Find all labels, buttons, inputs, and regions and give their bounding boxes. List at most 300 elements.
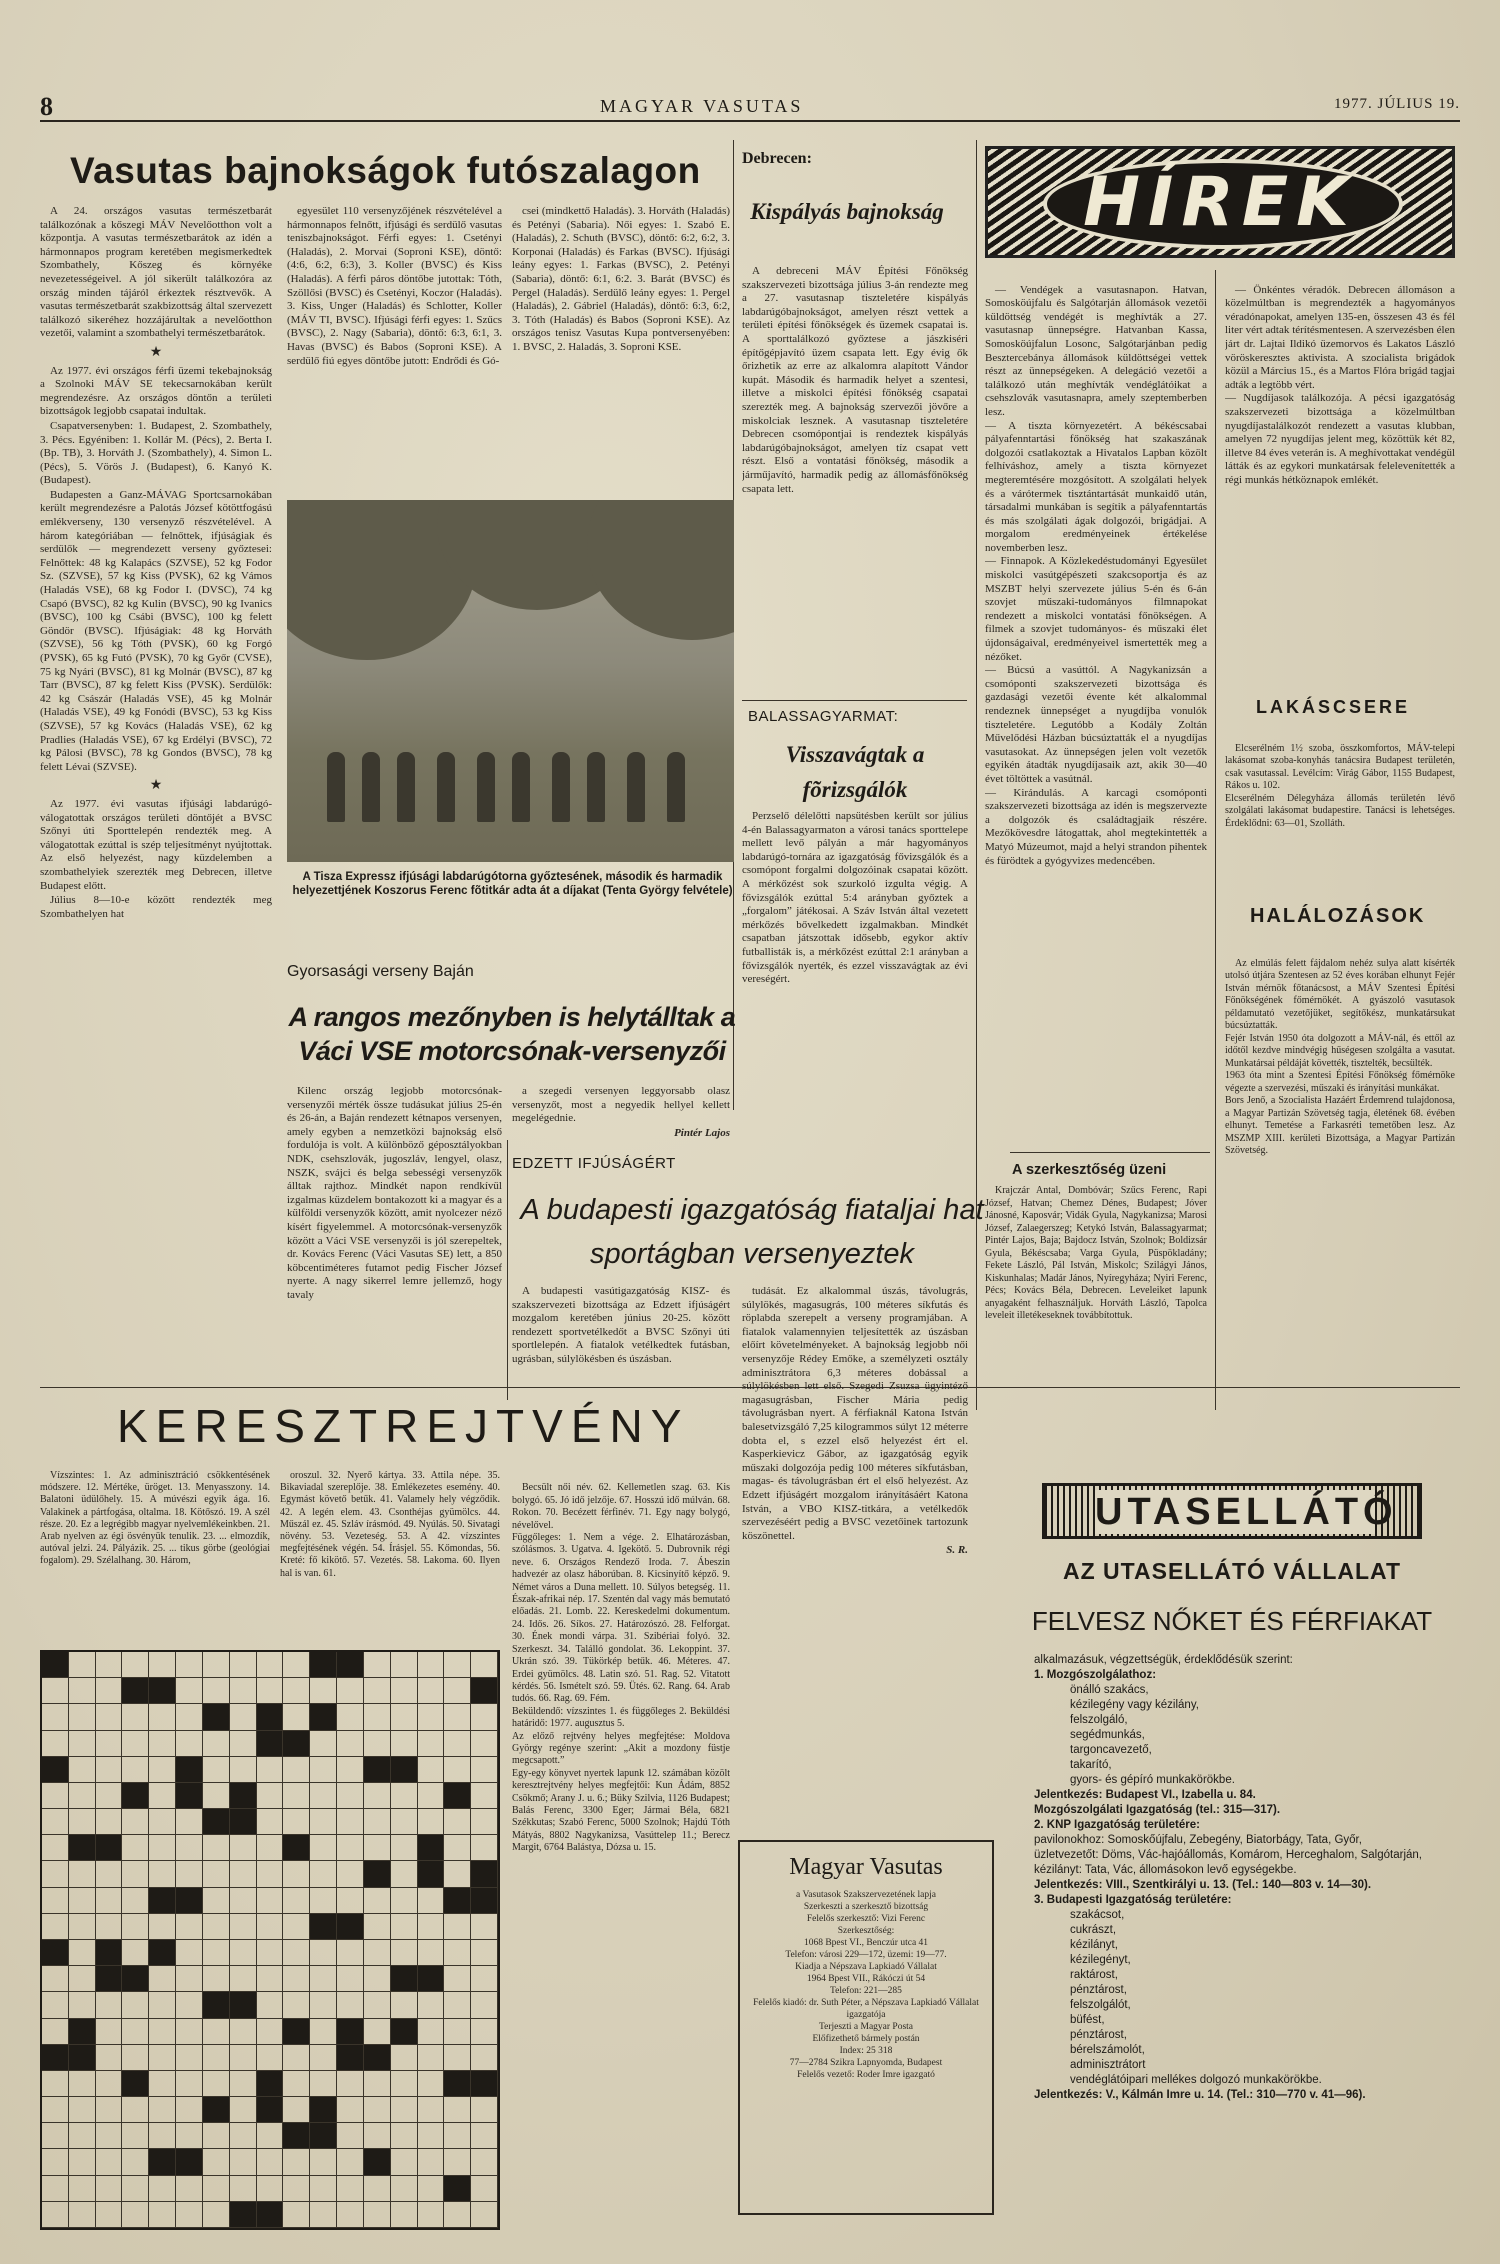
news-items: — Vendégek a vasutasnapon. Hatvan, Somosköújfalu és Salgótarján állomások vezetői küldöttség vendégét is meghívták a 27. vasutasnap ünnepségre. Hatvanban Kassa, Somosköújfalun Losonc, Salgótarjánban pedig Besztercebánya állomások küldöttségei vettek részt az ünnepségeken. A delegáció vezetői a találkozó után meghívták vendéglátóikat a csehszlovák vasutasnapra, amely szeptemberben lesz. — A tiszta környezetért. A békéscsabai pályafenntartási főnökség hat szakaszának dolgozói csatlakoztak a Hivatalos Lapban közölt felhíváshoz, amely a tiszta környezet megteremtésére mozgósított. A szolgálati helyek és a várótermek tisztántartását munkaidő után, társadalmi munkában is segítik a pályafenntartás és más szolgálati ágak dolgozói, brigádjai. A morgalom eredményeinek értékelése novemberben lesz. — Finnapok. A Közlekedéstudományi Egyesület miskolci vasútgépészeti szakcsoportja és az MSZBT helyi szervezete július 5-én és 6-án szovjet műszaki-tudományos filmnapokat rendezett a miskolci vontatási főnökségen. A filmek a szovjet tudományos- és műszaki élet újdonságaival, eredményeivel ismertették meg a nézőket. — Búcsú a vasúttól. A Nagykanizsán a csomóponti szakszervezeti bizottsága és gazdasági vezetői évente két alkalommal rendeznek ünnepséget a nyugdíjba vonulók tiszteletére. Legutóbb a Kodály Zoltán Művelődési Házban búcsúztatták el a nyugdíjas vasutasokat. Az ünnepségen jelen volt vezetők egyikén átadták nyugdíjasaik azt, akik 30—40 évet töltöttek a vasútnál. — Kirándulás. A karcagi csomóponti szakszervezeti bizottsága az idén is megszervezte a dolgozók és családtagjaik részére. Mezőkövesdre látogattak, ahol megtekintették a Matyó Múzeumot, majd a helyi strandon pihentek és fürödtek a gyógyvizes medencében. [985,283,1207,867]
photo-caption: A Tisza Expressz ifjúsági labdarúgótorna győztesének, második és harmadik helyezettjének Koszorus Ferenc fõtitkár adta át a díjakat (Tenta György felvétele) [292,871,733,897]
crossword-cell [257,1940,284,1966]
crossword-cell [69,2149,96,2175]
ad-line: 3. Budapesti Igazgatóság területére: [1034,1894,1232,1906]
paragraph: Csapatversenyben: 1. Budapest, 2. Szombathely, 3. Pécs. Egyéniben: 1. Kollár M. (Pécs), 2. Berta I. (Bp. TB), 3. Horváth J. (Szombathely), 4. Simon L. (Pécs), 5. Vörös J. (Budapest), 6. Kanyó K. (Budapest). [40,419,272,487]
crossword-cell [203,2123,230,2149]
crossword-cell [122,2045,149,2071]
ad-line: 1. Mozgószolgálathoz: [1034,1669,1157,1681]
ad-line: cukrászt, [1070,1924,1117,1936]
crossword-cell [364,2019,391,2045]
crossword-cell [203,1757,230,1783]
crossword-cell [283,2045,310,2071]
classified-text: Elcserélném 1½ szoba, összkomfortos, MÁV-telepi lakásomat szoba-konyhás tanácsira Budapest területén, csak vasutassal. Levélcím: Virág Gábor, 1155 Budapest, Rákos u. 102. Elcserélném Délegyháza állomás területén lévő szolgálati lakásomat budapestire. Tanácsi is lehetséges. Érdeklődni: 63—01, Szolláth. [1225,742,1455,829]
crossword-cell [444,2149,471,2175]
crossword-cell [69,1678,96,1704]
crossword-cell [122,2202,149,2228]
ad-line: vendéglátóipari mellékes dolgozó munkakörökbe. [1070,2074,1322,2086]
crossword-cell [444,1783,471,1809]
clues: Becsült női név. 62. Kellemetlen szag. 63. Kis bolygó. 65. Jó idő jelzője. 67. Hosszú idő múlván. 68. Rokon. 70. Becézett férfinév. 71. Egy nagy bolygó, névelővel. Függőleges: 1. Nem a vége. 2. Elhatározásban, szólásmos. 3. Ugatva. 4. Igekötő. 5. Dubrovnik régi neve. 6. Országos Rendező Iroda. 7. Ábeszin hadvezér az olasz háborúban. 8. Kicsinyítő képző. 9. Német város a Duna mellett. 10. Súlyos betegség. 11. Észak-afrikai nép. 17. Szentén dal vagy más bemutató előadás. 21. Lomb. 22. Kereskedelmi dokumentum. 24. Idős. 26. Síkos. 27. Határozószó. 28. Felforgat. 30. Ének mondi várpa. 31. Szibériai folyó. 32. Szerkeszt. 34. Találló gondolat. 36. Lekoppint. 37. Ukrán szó. 39. Tükörkép betűk. 46. Méteres. 47. Erdei gyümölcs. 48. Latin szó. 51. Rag. 52. Vitatott kérdés. 56. Ismételt szó. 59. Ütés. 62. Rang. 64. Arab tudós. 66. Rag. 69. Fém. Beküldendő: vízszintes 1. és függőleges 2. Beküldési határidő: 1977. augusztus 5. Az előző rejtvény helyes megfejtése: Moldova György regénye szerint: „Akit a mozdony füstje megcsapott.” Egy-egy könyvet nyertek lapunk 12. számában közölt keresztrejtvény helyes megfejtői: Kun Ádám, 8852 Csökmő; Arany J. u. 6.; Büky Szilvia, 1126 Budapest; Balás Ferenc, 3300 Eger; Jármai Béla, 6821 Székkutas; Szabó Ferenc, 5000 Szolnok; Hajdú Tóth Mátyás, 8802 Nagykanizsa, Vasúttelep 11.; Berecz Margit, 6764 Balástya, Dózsa u. 15. [512,1482,730,1854]
crossword-cell [176,2097,203,2123]
crossword-cell [471,2176,498,2202]
ad-line: pénztárost, [1070,1984,1127,1996]
ad-line: Jelentkezés: V., Kálmán Imre u. 14. (Tel.: 310—770 v. 41—96). [1034,2089,1366,2101]
crossword-cell [230,1940,257,1966]
crossword-cell [283,1888,310,1914]
crossword-cell [257,1835,284,1861]
crossword-cell [364,1652,391,1678]
crossword-cell [96,2071,123,2097]
crossword-cell [444,1992,471,2018]
crossword-cell [69,2071,96,2097]
crossword-cell [69,2045,96,2071]
crossword-cell [283,2202,310,2228]
crossword-cell [42,1888,69,1914]
crossword-cell [230,2123,257,2149]
crossword-cell [69,1888,96,1914]
crossword-cell [364,1678,391,1704]
byline: S. R. [946,1544,968,1557]
crossword-cell [176,1835,203,1861]
crossword-cell [69,1731,96,1757]
crossword-cell [203,1835,230,1861]
section-divider [742,700,967,701]
article-budapesti-column-2 [742,1285,968,1805]
crossword-cell [257,2202,284,2228]
imprint-title: Magyar Vasutas [789,1854,943,1880]
crossword-cell [149,1783,176,1809]
crossword-cell [257,1992,284,2018]
crossword-cell [310,1731,337,1757]
crossword-cell [444,2202,471,2228]
issue-date: 1977. JÚLIUS 19. [1333,96,1460,112]
crossword-cell [42,1992,69,2018]
crossword-cell [364,1835,391,1861]
crossword-cell [444,1835,471,1861]
crossword-cell [96,1992,123,2018]
crossword-cell [391,1966,418,1992]
crossword-cell [471,1652,498,1678]
crossword-cell [391,2097,418,2123]
crossword-cell [96,2019,123,2045]
crossword-cell [418,1809,445,1835]
crossword-cell [96,2202,123,2228]
crossword-cell [471,1966,498,1992]
crossword-cell [203,2071,230,2097]
crossword-cell [122,1940,149,1966]
crossword-cell [149,2045,176,2071]
crossword-cell [444,1731,471,1757]
paragraph: a szegedi versenyen leggyorsabb olasz versenyzőt, most a negyedik hellyel kellett megelégednie. [512,1085,730,1125]
crossword-cell [444,1914,471,1940]
crossword-cell [337,1861,364,1887]
ad-line: felszolgáló, [1070,1714,1128,1726]
ad-line: alkalmazásuk, végzettségük, érdeklődésük szerint: [1034,1654,1293,1666]
crossword-cell [257,1652,284,1678]
clues: oroszul. 32. Nyerő kártya. 33. Attila népe. 35. Bikaviadal szereplője. 38. Emlékezetes esemény. 40. Egymást követő betűk. 41. Valamely hely végződik. 42. A legén elem. 43. Csonthéjas gyümölcs. 44. Műszál ez. 45. Szláv írásmód. 49. Nyúlás. 50. Sivatagi növény. 53. Vezeteség. 53. A 42. vízszintes megfejtésének végén. 54. Írásjel. 55. Kőmondas, 56. Kreté: fő kikötő. 57. Vezetés. 58. Lakoma. 60. Ilyen hal is van. 61. [280,1470,500,1579]
crossword-cell [230,1914,257,1940]
article-kicker: Debrecen: [742,150,812,167]
crossword-clues-2 [280,1470,500,1642]
crossword-cell [230,1861,257,1887]
crossword-cell [257,2045,284,2071]
crossword-cell [444,1809,471,1835]
crossword-cell [69,1704,96,1730]
crossword-cell [310,1757,337,1783]
crossword-cell [391,2045,418,2071]
crossword-cell [364,1992,391,2018]
crossword-cell [444,2176,471,2202]
ad-line: pavilonokhoz: Somoskőújfalu, Zebegény, Biatorbágy, Tata, Győr, [1034,1834,1362,1846]
crossword-cell [230,2071,257,2097]
crossword-cell [149,1652,176,1678]
crossword-cell [176,1966,203,1992]
crossword-cell [257,1914,284,1940]
crossword-cell [391,1809,418,1835]
crossword-cell [257,1888,284,1914]
halalozasok-body [1225,945,1455,1380]
crossword-cell [69,2202,96,2228]
crossword-cell [471,1992,498,2018]
crossword-cell [203,2019,230,2045]
crossword-cell [176,1652,203,1678]
crossword-cell [149,2149,176,2175]
crossword-cell [337,1914,364,1940]
crossword-cell [42,1940,69,1966]
utasellato-advertisement [1012,1448,1457,2248]
crossword-cell [391,1835,418,1861]
crossword-cell [42,2097,69,2123]
crossword-cell [257,2097,284,2123]
crossword-cell [364,1731,391,1757]
crossword-cell [257,2019,284,2045]
crossword-cell [418,1783,445,1809]
crossword-cell [69,1652,96,1678]
crossword-cell [283,1783,310,1809]
crossword-cell [122,1992,149,2018]
crossword-cell [444,2045,471,2071]
article-motorcsonak-column-2 [512,1085,730,1145]
logo-text: UTASELLÁTÓ [1095,1491,1398,1533]
crossword-cell [230,1678,257,1704]
ad-line: önálló szakács, [1070,1684,1149,1696]
ad-line: pénztárost, [1070,2029,1127,2041]
crossword-cell [364,1940,391,1966]
crossword-cell [337,1888,364,1914]
crossword-cell [176,1992,203,2018]
crossword-cell [310,1888,337,1914]
ad-line: targoncavezető, [1070,1744,1152,1756]
star-divider: ★ [149,778,163,794]
crossword-cell [122,2019,149,2045]
crossword-clues-3 [512,1470,730,2240]
crossword-cell [176,1757,203,1783]
crossword-cell [176,2149,203,2175]
crossword-cell [257,1704,284,1730]
crossword-cell [444,2123,471,2149]
crossword-cell [149,1757,176,1783]
crossword-cell [283,2071,310,2097]
crossword-cell [203,2149,230,2175]
crossword-cell [283,1678,310,1704]
crossword-cell [444,2097,471,2123]
crossword-cell [122,1809,149,1835]
crossword-cell [471,1704,498,1730]
crossword-cell [176,1678,203,1704]
crossword-cell [69,1966,96,1992]
crossword-cell [391,2149,418,2175]
crossword-cell [203,1652,230,1678]
crossword-cell [471,2123,498,2149]
crossword-cell [96,1678,123,1704]
crossword-cell [444,1888,471,1914]
crossword-cell [310,2202,337,2228]
crossword-cell [364,1966,391,1992]
crossword-cell [96,1783,123,1809]
crossword-cell [310,2045,337,2071]
crossword-cell [203,1809,230,1835]
crossword-cell [149,1966,176,1992]
article-headline-motorcsonak: A rangos mezőnyben is helytálltak a Váci VSE motorcsónak-versenyzői [288,1002,736,1066]
section-title-szerkesztoseg: A szerkesztőség üzeni [1012,1162,1167,1178]
crossword-cell [176,1731,203,1757]
crossword-cell [310,1678,337,1704]
paragraph: A debreceni MÁV Építési Főnökség szakszervezeti bizottsága július 3-án rendezte meg a 27. vasutasnap tiszteletére kispályás labdarúgóbajnokságot, amelyen részt vettek a területi építési főnökségek és üzemek csapatai is. A sporttalálkozó győztese a jászkiséri építőgépjavító üzem csapata lett. Egy évig ők őrizhetik az erre az alkalomra alapított Vándor kupát. Második és harmadik helyet a szentesi, illetve a miskolci építési főnökség csapatai szerezték meg. A bajnokság szervezői jövőre a miskolciak lesznek. A vasutasnap tiszteletére Debrecen csomópontjai is rendeztek kispályás labdarúgóbajnokságot, amelyen tíz csapat vett részt. Első a vontatási főnökség, második a járműjavító, harmadik pedig az állomásfőnökség csapata lett. [742,265,968,495]
paragraph: A 24. országos vasutas természetbarát találkozónak a kőszegi MÁV Nevelőotthon volt a központja. A vasutas természetbarátok az idén a hármonnapos program keretében megismerkedtek Szombathely, Kőszeg és környéke nevezetességeivel. A jól sikerült találkozóra az ország minden tájáról érkeztek résztvevők. A vasutas természetbarát szakbizottság által szervezett találkozó sikeréhez hozzájárultak a nevelőotthon vezetői, valamint a szombathelyi természetbarátok. [40,205,272,340]
crossword-cell [230,1704,257,1730]
crossword-cell [176,1704,203,1730]
crossword-cell [176,1809,203,1835]
ad-line: segédmunkás, [1070,1729,1145,1741]
crossword-cell [69,2097,96,2123]
crossword-cell [122,1652,149,1678]
section-title-halalozasok: HALÁLOZÁSOK [1250,905,1426,927]
crossword-cell [96,1704,123,1730]
crossword-cell [337,1678,364,1704]
crossword-cell [122,2149,149,2175]
crossword-cell [203,2176,230,2202]
utasellato-logo [1042,1483,1422,1539]
hirek-column-2 [1225,270,1455,685]
crossword-cell [391,1914,418,1940]
crossword-cell [364,2045,391,2071]
crossword-cell [230,2176,257,2202]
crossword-cell [42,1652,69,1678]
crossword-cell [96,2097,123,2123]
crossword-cell [69,2176,96,2202]
crossword-cell [257,2123,284,2149]
column-divider [507,1140,508,1400]
crossword-cell [310,2019,337,2045]
crossword-cell [337,1809,364,1835]
crossword-cell [203,1888,230,1914]
ad-line: üzletvezetőt: Döms, Vác-hajóállomás, Komárom, Herceghalom, Salgótarján, [1034,1849,1422,1861]
crossword-cell [42,2149,69,2175]
crossword-cell [444,1940,471,1966]
crossword-cell [283,1757,310,1783]
crossword-cell [418,1966,445,1992]
crossword-cell [149,2019,176,2045]
crossword-cell [337,2202,364,2228]
crossword-cell [203,2045,230,2071]
crossword-cell [444,1966,471,1992]
crossword-cell [69,1835,96,1861]
article-balassagyarmat-body [742,810,968,1155]
crossword-cell [122,1914,149,1940]
clues: Vízszintes: 1. Az adminisztráció csökkentésének módszere. 12. Mértéke, üröget. 13. Menyasszony. 14. Balatoni üdülőhely. 15. A múvészi egyik ága. 16. Valakinek a pártfogása, oltalma. 18. Kötőszó. 19. A szél része. 20. Ez a legrégibb magyar nyelvemlékeinkben. 21. Arab nyelven az égi ösvényük tenulik. 23. ... elmozdík, autóval jelzi. 24. Pályázik. 25. ... tikus görbe (geológiai fogalom). 29. Szélalhang. 30. Három, [40,1470,270,1567]
crossword-cell [310,2176,337,2202]
crossword-cell [337,1966,364,1992]
paragraph: Krajczár Antal, Dombóvár; Szűcs Ferenc, Rapi József, Hatvan; Chemez Dénes, Budapest; Jóver Jánosné, Kaposvár; Vidák Gyula, Nagykanizsa; Marosi József, Zalaegerszeg; Ketykó István, Balassagyarmat; Pintér Lajos, Baja; Bajdocz István, Szolnok; Boldizsár Gyula, Békéscsaba; Varga Gyula, Püspökladány; Fekete László, Pál István, Miskolc; Szilágyi János, Kiskunhalas; Madár János, Nyíregyháza; Nyiri Ferenc, Pécs; Kovács Béla, Debrecen. Leveleiket lapunk anyagaként felhasználjuk. Horváth László, Tapolca leveleit illetékeseknek továbbítottuk. [985,1185,1207,1321]
crossword-cell [471,1835,498,1861]
crossword-cell [444,2019,471,2045]
crossword-cell [69,1861,96,1887]
crossword-cell [176,2045,203,2071]
crossword-cell [283,2123,310,2149]
crossword-cell [391,1704,418,1730]
crossword-cell [391,2176,418,2202]
crossword-cell [69,1757,96,1783]
crossword-cell [257,1966,284,1992]
crossword-cell [96,1731,123,1757]
crossword-cell [444,1652,471,1678]
paragraph: csei (mindkettő Haladás). 3. Horváth (Haladás) és Petényi (Sabaria). Női egyes: 1. Szabó E. (Haladás), 2. Schuth (BVSC), döntő: 6:2, 6:2, 3. Korponai (Haladás) és Farkas (BVSC). Ifjúsági leány egyes: 1. Farkas (BVSC), 2. Petényi (Sabaria), döntő: 6:1, 6:2. 3. Barát (BVSC) és Pergel (Haladás). Serdülő leány egyes: 1. Pergel (Haladás), 2. Gábriel (Haladás), döntő: 6:3, 6:2, 3. Tóth (Haladás) és Babos (Soproni KSE). Az országos tenisz Vasutas Kupa pontversenyében: 1. BVSC, 2. Haladás, 3. Soproni KSE. [512,205,730,353]
crossword-cell [176,2123,203,2149]
crossword-cell [230,2149,257,2175]
ad-line: Jelentkezés: VIII., Szentkirályi u. 13. (Tel.: 140—803 v. 14—30). [1034,1879,1372,1891]
crossword-cell [176,1940,203,1966]
paragraph: Az 1977. évi vasutas ifjúsági labdarúgó-válogatottak országos területi döntőjét a BVSC Szőnyi úti Sporttelepén rendezték meg. A válogatottak ezúttal is szép teljesítményt nyújtottak. Az első helyezést, nagy küzdelemben a szombathelyiek szerezték meg Debrecen, illetve Budapest előtt. [40,797,272,892]
ad-headline: FELVESZ NŐKET ÉS FÉRFIAKAT [1031,1606,1433,1636]
crossword-cell [230,2019,257,2045]
crossword-cell [122,2097,149,2123]
crossword-cell [337,1783,364,1809]
crossword-cell [96,1861,123,1887]
crossword-cell [391,1731,418,1757]
crossword-cell [471,1809,498,1835]
crossword-cell [310,1861,337,1887]
crossword-cell [283,1652,310,1678]
article-headline-visszavagtak: Visszavágtak a fõrizsgálók [785,742,925,802]
ad-line: Jelentkezés: Budapest VI., Izabella u. 84. [1034,1789,1256,1801]
crossword-cell [337,1704,364,1730]
crossword-cell [149,1835,176,1861]
crossword-cell [471,2202,498,2228]
crossword-cell [230,2202,257,2228]
ad-line: kézilányt, [1070,1939,1118,1951]
crossword-cell [176,1783,203,1809]
crossword-cell [42,1861,69,1887]
crossword-cell [176,2176,203,2202]
crossword-cell [418,2123,445,2149]
crossword-cell [230,2045,257,2071]
crossword-cell [230,1835,257,1861]
star-divider: ★ [149,344,163,360]
crossword-title: KERESZTREJTVÉNY [117,1400,690,1452]
crossword-cell [283,1940,310,1966]
crossword-cell [471,1757,498,1783]
ad-line: kézilányt: Tata, Vác, állomásokon levő egységekbe. [1034,1864,1297,1876]
ad-line: raktárost, [1070,1969,1118,1981]
szerkesztoseg-body [985,1185,1207,1380]
ad-line: felszolgálót, [1070,1999,1131,2011]
crossword-cell [337,1940,364,1966]
crossword-cell [364,2176,391,2202]
crossword-cell [96,1652,123,1678]
crossword-cell [364,1704,391,1730]
crossword-cell [283,2149,310,2175]
crossword-cell [42,2176,69,2202]
crossword-cell [444,1757,471,1783]
crossword-cell [203,1731,230,1757]
crossword-cell [418,2019,445,2045]
obituary-text: Az elmúlás felett fájdalom nehéz sulya alatt kísérték utolsó útjára Szentesen az 52 éves korában elhunyt Fejér István mérnök főtanácsost, a MÁV Szentesi Építési Főnökségének főmérnökét. A gyászoló vasutasok példamutató vezetőjüket, segítőkész, munkatársukat búcsúztatták. Fejér István 1950 óta dolgozott a MÁV-nál, és ettől az időtől kezdve mindvégig hűségesen szolgálta a vasutat. Munkatársai példáját követték, tisztelték, becsülték. 1963 óta mint a Szentesi Építési Főnökség főmérnöke végezte a szervezési, műszaki és irányítási munkákat. Bors Jenő, a Szocialista Hazáért Érdemrend tulajdonosa, a Magyar Partizán Szövetség tagja, életének 68. évében elhunyt. Temetése a Farkasréti temetőben lesz. Az MSZMP XIII. kerületi Bizottsága, a Magyar Partizán Szövetség. [1225,957,1455,1156]
crossword-cell [96,1966,123,1992]
crossword-cell [310,2071,337,2097]
crossword-cell [230,1809,257,1835]
crossword-cell [257,1861,284,1887]
crossword-cell [257,2176,284,2202]
crossword-cell [257,1783,284,1809]
crossword-cell [96,1835,123,1861]
crossword-cell [391,2202,418,2228]
crossword-cell [203,2202,230,2228]
crossword-cell [418,1940,445,1966]
crossword-cell [203,1966,230,1992]
crossword-clues-1 [40,1470,270,1642]
crossword-cell [364,2202,391,2228]
crossword-cell [337,2123,364,2149]
crossword-cell [69,1940,96,1966]
crossword-cell [96,1809,123,1835]
crossword-cell [337,1731,364,1757]
crossword-cell [337,2071,364,2097]
crossword-cell [149,1861,176,1887]
news-items: — Önkéntes véradók. Debrecen állomáson a közelmúltban is megrendezték a hagyományos véradónapokat, amelyen 135-en, összesen 43 és fél liter vért adtak térítésmentesen. A szervezésben élen járt dr. Lajtai Ildikó üzemorvos és Lakatos László vöröskeresztes aktivista. A szocialista brigádok közül a Március 15., és a Martos Flóra brigád tagjai adták a legtöbb vért. — Nugdíjasok találkozója. A pécsi igazgatóság szakszervezeti bizottsága a közelmúltban nyugdíjastalálkozót rendezett a vasutas klubban, amelyen 72 nyugdíjas jelent meg, közöttük két 82, illetve 84 éves veterán is. A meghívottakat vendégül látták és az egykori munkatársak felelevenítették a régi munkás hétköznapok emlékét. [1225,283,1455,486]
article-motorcsonak-column-1 [287,1085,502,1380]
crossword-cell [230,1966,257,1992]
crossword-cell [337,2176,364,2202]
crossword-cell [230,1731,257,1757]
crossword-cell [42,1966,69,1992]
imprint-box [738,1840,994,2215]
paragraph: tudását. Ez alkalommal úszás, távolugrás, súlylökés, magasugrás, 100 méteres síkfutás és röplabda szerepelt a verseny programjában. A fiatalok valamennyien teljesítették az úszásban előírt követelményeket. A bajnokság legjobb női versenyzője Rédey Emőke, a személyzeti osztály adminisztrátora 6,3 méteres dobással a súlylökésben lett első. Szegedi Zsuzsa ügyintéző magasugrásban, Fischer Mária pedig távolugrásban nyert. A férfiaknál Katona István balesetvizsgáló 7,25 kilogrammos súlyt 12 méterre dobta el, s ezzel első helyezést ért el. Kasperkievicz Gábor, az igazgatóság egyik műszaki dolgozója pedig 100 méteres síkfutásban, magas- és távolugrásban ért el első helyezést. Az Edzett ifjúságért mozgalom irányításáért Katona István, a VBO KISZ-titkára, a vetélkedők szervezéséért pedig a BVSC vezetőinek tartozunk köszönettel. [742,1285,968,1542]
crossword-cell [310,1940,337,1966]
crossword-cell [203,1678,230,1704]
crossword-cell [418,1835,445,1861]
article-kicker: Gyorsasági verseny Baján [287,963,474,980]
section-divider [1010,1152,1210,1153]
crossword-cell [391,2071,418,2097]
crossword-cell [149,2071,176,2097]
page-header [40,92,1460,122]
article-budapesti-column-1 [512,1285,730,1385]
crossword-cell [122,1783,149,1809]
crossword-cell [149,2097,176,2123]
crossword-cell [364,1914,391,1940]
crossword-cell [364,2123,391,2149]
crossword-cell [176,1914,203,1940]
crossword-cell [418,2176,445,2202]
crossword-cell [418,1992,445,2018]
crossword-cell [257,1809,284,1835]
crossword-cell [418,1731,445,1757]
crossword-cell [149,1704,176,1730]
ad-line: büfést, [1070,2014,1105,2026]
crossword-cell [257,1757,284,1783]
hirek-title: HÍREK [1083,163,1357,242]
crossword-cell [283,1992,310,2018]
crossword-cell [444,1678,471,1704]
